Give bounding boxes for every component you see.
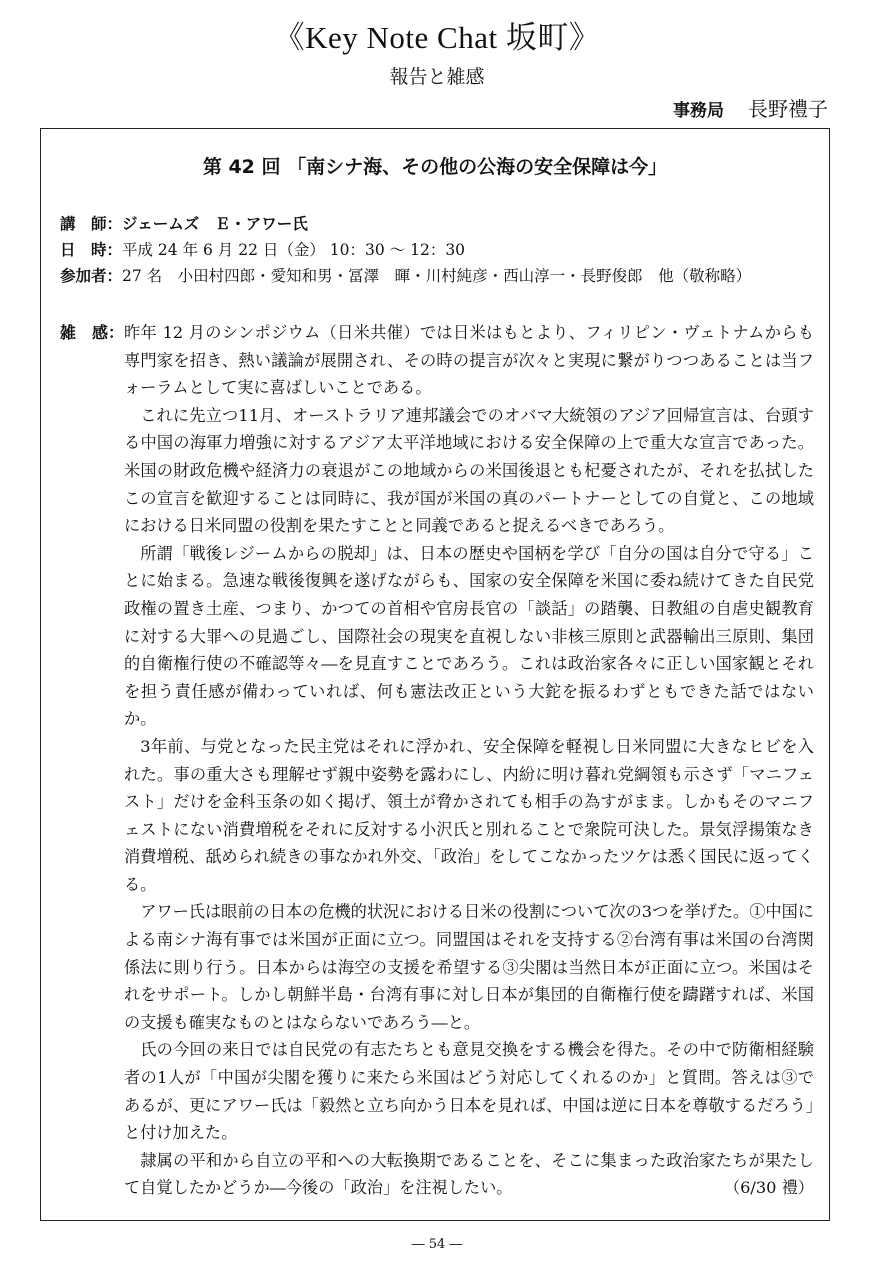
author-office: 事務局 bbox=[672, 101, 724, 121]
paragraph: 昨年 12 月のシンポジウム（日米共催）では日米はもとより、フィリピン・ヴェトナムからも専門家を招き、熱い議論が展開され、その時の提言が次々と実現に繋がりつつあることは当フォーラムとして実に喜ばしいことである。 bbox=[124, 323, 814, 398]
paragraph: 所謂「戦後レジームからの脱却」は、日本の歴史や国柄を学び「自分の国は自分で守る」ことに始まる。急速な戦後復興を遂げながらも、国家の安全保障を米国に委ね続けてきた自民党政権の置き土産、つまり、かつての首相や官房長官の「談話」の踏襲、日教組の自虐史観教育に対する大罪への見過ごし、国際社会の現実を直視しない非核三原則と武器輸出三原則、集団的自衛権行使の不確認等々―を見直すことであろう。これは政治家各々に正しい国家観とそれを担う責任感が備わっていれば、何も憲法改正という大鉈を振るわずともできた話ではないか。 bbox=[124, 543, 814, 729]
date-row bbox=[60, 237, 820, 263]
date-label: 日 時： bbox=[60, 241, 123, 259]
speaker-value: ジェームズ Ｅ・アワー氏 bbox=[122, 215, 308, 233]
participants-label: 参加者： bbox=[60, 267, 123, 285]
speaker-label: 講 師： bbox=[60, 215, 123, 233]
paragraph: これに先立つ11月、オーストラリア連邦議会でのオバマ大統領のアジア回帰宣言は、台頭する中国の海軍力増強に対するアジア太平洋地域における安全保障の上で重大な宣言であった。米国の財政危機や経済力の衰退がこの地域からの米国後退とも杞憂されたが、それを払拭したこの宣言を歓迎することは同時に、我が国が米国の真のパートナーとしての自覚と、この地域における日米同盟の役割を果たすことと同義であると捉えるべきであろう。 bbox=[124, 405, 814, 536]
author-line bbox=[673, 96, 828, 124]
paragraph: 氏の今回の来日では自民党の有志たちとも意見交換をする機会を得た。その中で防衛相経験者の1人が「中国が尖閣を獲りに来たら米国はどう対応してくれるのか」と質問。答えは③であるが、更にアワー氏は「毅然と立ち向かう日本を見れば、中国は逆に日本を尊敬するだろう」と付け加えた。 bbox=[124, 1040, 814, 1143]
participants-value: 27 名 小田村四郎・愛知和男・冨澤 暉・川村純彦・西山淳一・長野俊郎 他（敬称略） bbox=[122, 267, 752, 285]
speaker-row bbox=[60, 211, 820, 237]
participants-row bbox=[60, 263, 820, 289]
author-name: 長野禮子 bbox=[748, 97, 828, 121]
impressions-label: 雑 感： bbox=[60, 323, 125, 342]
report-box bbox=[40, 128, 830, 1221]
report-meta bbox=[60, 211, 820, 289]
page-subtitle: 報告と雑感 bbox=[389, 66, 485, 88]
impressions-body bbox=[124, 319, 814, 1202]
paragraph-text: 隷属の平和から自立の平和への大転換期であることを、そこに集まった政治家たちが果たして自覚したかどうか―今後の「政治」を注視したい。 bbox=[124, 1150, 814, 1198]
signature: （6/30 禮） bbox=[723, 1178, 814, 1198]
page-number: ― 54 ― bbox=[411, 1237, 463, 1252]
page-title: 《Key Note Chat 坂町》 bbox=[273, 20, 601, 55]
report-title: 第 42 回 「南シナ海、その他の公海の安全保障は今」 bbox=[202, 156, 668, 178]
date-value: 平成 24 年 6 月 22 日（金） 10：30 ～ 12：30 bbox=[122, 241, 466, 259]
paragraph bbox=[124, 1147, 814, 1202]
paragraph: 3年前、与党となった民主党はそれに浮かれ、安全保障を軽視し日米同盟に大きなヒビを入れた。事の重大さも理解せず親中姿勢を露わにし、内紛に明け暮れ党綱領も示さず「マニフェスト」だけを金科玉条の如く掲げ、領土が脅かされても相手の為すがまま。しかもそのマニフェストにない消費増税をそれに反対する小沢氏と別れることで衆院可決した。景気浮揚策なき消費増税、舐められ続きの事なかれ外交、「政治」をしてこなかったツケは悉く国民に返ってくる。 bbox=[124, 736, 814, 894]
paragraph: アワー氏は眼前の日本の危機的状況における日米の役割について次の3つを挙げた。①中国による南シナ海有事では米国が正面に立つ。同盟国はそれを支持する②台湾有事は米国の台湾関係法に則り行う。日本からは海空の支援を希望する③尖閣は当然日本が正面に立つ。米国はそれをサポート。しかし朝鮮半島・台湾有事に対し日本が集団的自衛権行使を躊躇すれば、米国の支援も確実なものとはならないであろう―と。 bbox=[124, 902, 814, 1032]
